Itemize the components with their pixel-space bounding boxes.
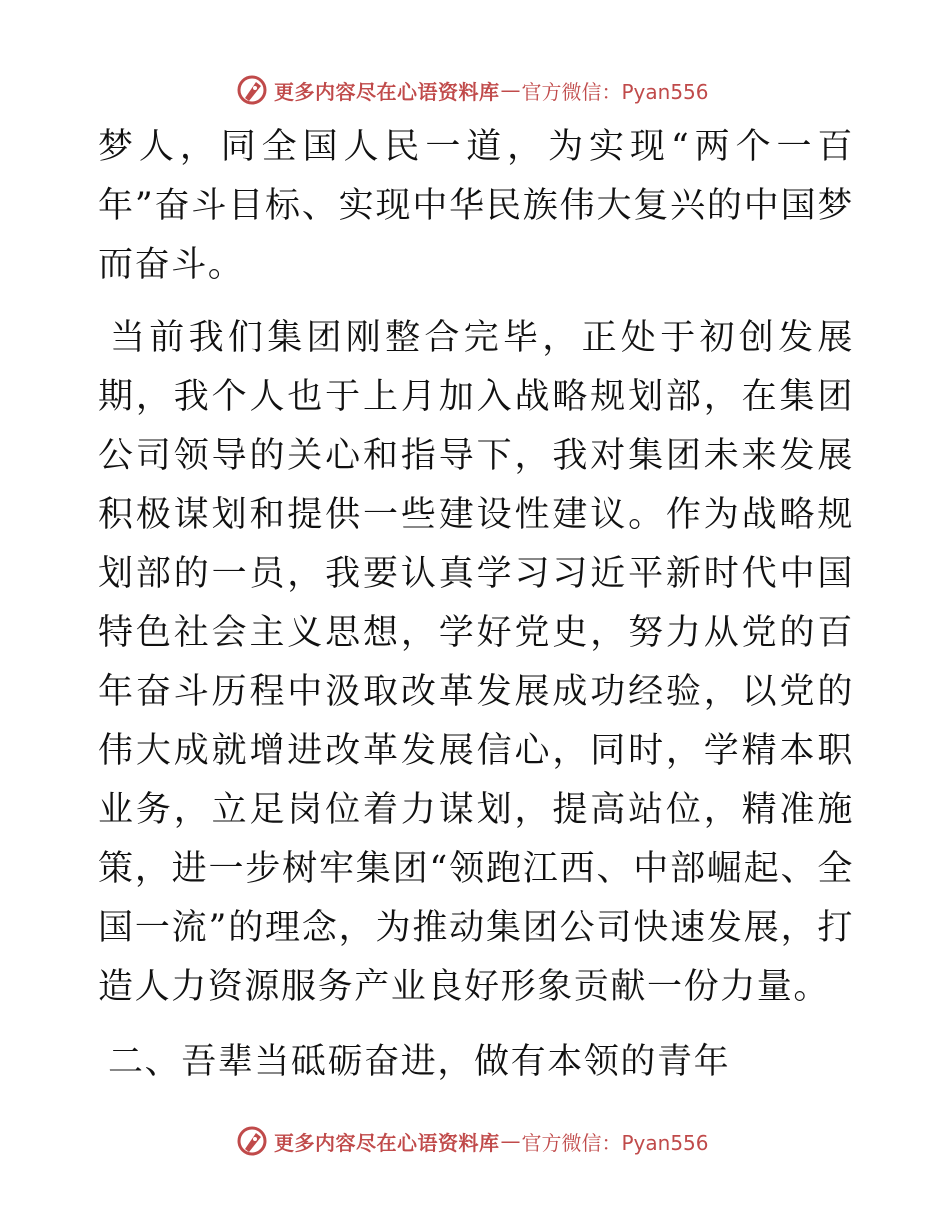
watermark-site-text: 更多内容尽在心语资料库 (274, 79, 500, 104)
watermark-separator: — (500, 78, 521, 102)
document-body (98, 118, 854, 1092)
watermark-separator: — (500, 1129, 521, 1153)
pen-nib-circle-icon (236, 1125, 268, 1157)
section-heading: 二、吾辈当砥砺奋进，做有本领的青年 (108, 1042, 731, 1082)
pen-nib-circle-icon (236, 74, 268, 106)
paragraph-strategy: 当前我们集团刚整合完毕，正处于初创发展期，我个人也于上月加入战略规划部，在集团公司领导的关心和指导下，我对集团未来发展积极谋划和提供一些建设性建议。作为战略规划部的一员，我要认真学习习近平新时代中国特色社会主义思想，学好党史，努力从党的百年奋斗历程中汲取改革发展成功经验，以党的伟大成就增进改革发展信心，同时，学精本职业务，立足岗位着力谋划，提高站位，精准施策，进一步树牢集团“领跑江西、中部崛起、全国一流”的理念，为推动集团公司快速发展，打造人力资源服务产业良好形象贡献一份力量。 (98, 318, 854, 1007)
watermark-wechat-text: 官方微信：Pyan556 (521, 79, 709, 104)
watermark-site-text: 更多内容尽在心语资料库 (274, 1130, 500, 1155)
footer-watermark (236, 1124, 709, 1158)
header-watermark (236, 73, 709, 107)
paragraph-continuation: 梦人，同全国人民一道，为实现“两个一百年”奋斗目标、实现中华民族伟大复兴的中国梦而奋斗。 (98, 127, 854, 285)
watermark-wechat-text: 官方微信：Pyan556 (521, 1130, 709, 1155)
